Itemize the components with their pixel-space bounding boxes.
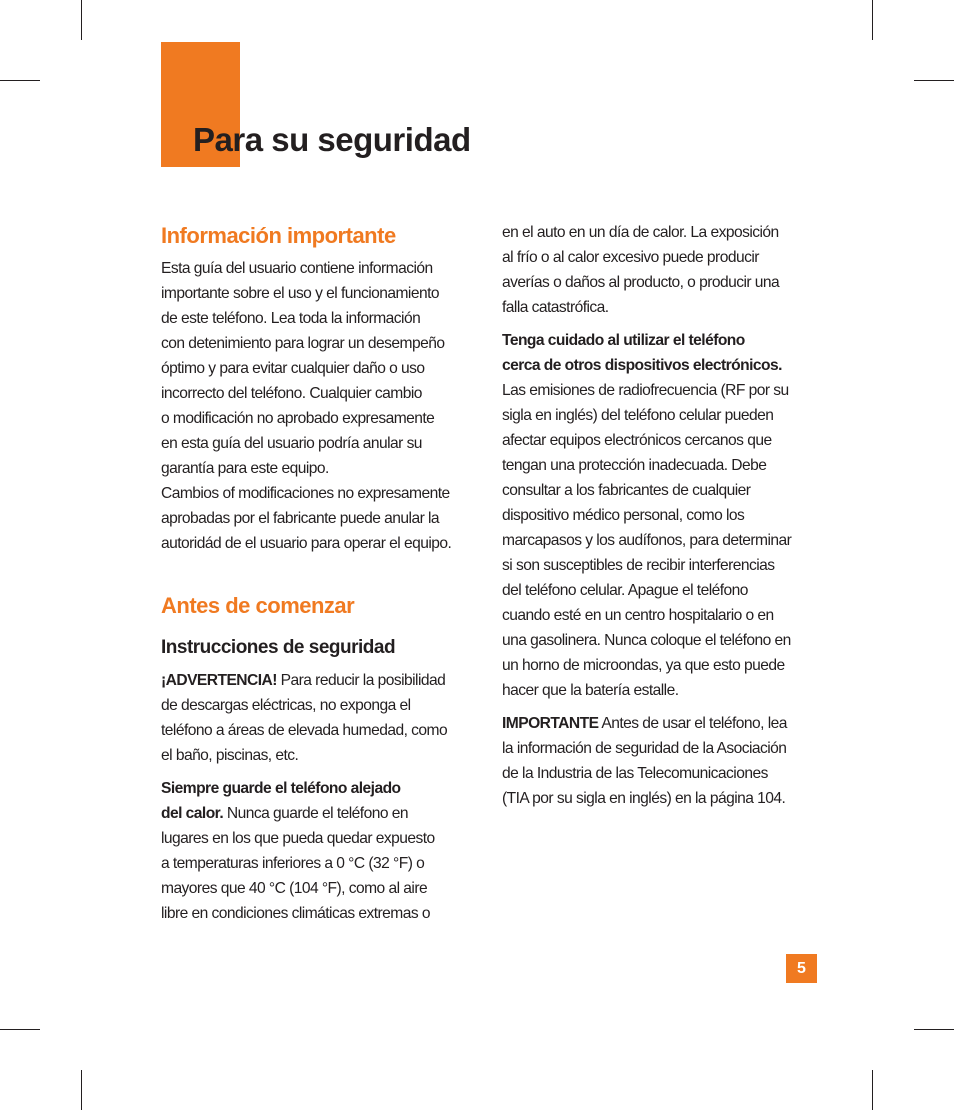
text-line [161, 801, 479, 826]
heat-bold-text: del calor. [161, 805, 224, 822]
text-line: en esta guía del usuario podría anular su [161, 435, 422, 452]
right-column [502, 220, 822, 811]
page-title: Para su seguridad [193, 121, 471, 158]
text-line: lugares en los que pueda quedar expuesto [161, 830, 435, 847]
heat-text: Nunca guarde el teléfono en [223, 805, 408, 822]
text-line: Esta guía del usuario contiene información [161, 260, 433, 277]
devices-bold-line: Tenga cuidado al utilizar el teléfono [502, 332, 745, 349]
text-line: del teléfono celular. Apague el teléfono [502, 582, 748, 599]
crop-mark [914, 1029, 954, 1030]
section-heading-antes: Antes de comenzar [161, 593, 355, 618]
text-line: marcapasos y los audífonos, para determinar [502, 532, 792, 549]
text-line: tengan una protección inadecuada. Debe [502, 457, 767, 474]
text-line: al frío o al calor excesivo puede producir [502, 249, 759, 266]
text-line: garantía para este equipo. [161, 460, 329, 477]
text-line: o modificación no aprobado expresamente [161, 410, 435, 427]
warning-label: ¡ADVERTENCIA! [161, 672, 277, 689]
text-line [161, 668, 479, 693]
text-line: de la Industria de las Telecomunicaciones [502, 765, 768, 782]
text-line: con detenimiento para lograr un desempeño [161, 335, 445, 352]
text-line: el baño, piscinas, etc. [161, 747, 299, 764]
info-paragraph [161, 256, 479, 556]
continuation-paragraph [502, 220, 822, 320]
text-line: en el auto en un día de calor. La exposición [502, 224, 779, 241]
crop-mark [81, 0, 82, 40]
text-line: Cambios of modificaciones no expresamente [161, 485, 450, 502]
text-line: incorrecto del teléfono. Cualquier cambio [161, 385, 422, 402]
section-heading-info: Información importante [161, 223, 396, 248]
devices-paragraph [502, 328, 822, 703]
crop-mark [0, 1029, 40, 1030]
text-line: hacer que la batería estalle. [502, 682, 679, 699]
subheading-instrucciones: Instrucciones de seguridad [161, 637, 396, 658]
crop-mark [0, 80, 40, 81]
text-line: dispositivo médico personal, como los [502, 507, 745, 524]
text-line: teléfono a áreas de elevada humedad, como [161, 722, 448, 739]
text-line: mayores que 40 °C (104 °F), como al aire [161, 880, 428, 897]
text-line: consultar a los fabricantes de cualquier [502, 482, 751, 499]
text-line: aprobadas por el fabricante puede anular la [161, 510, 440, 527]
page-number: 5 [786, 954, 817, 983]
text-line: averías o daños al producto, o producir una [502, 274, 780, 291]
heat-paragraph [161, 776, 479, 926]
text-line: de este teléfono. Lea toda la información [161, 310, 421, 327]
text-line: un horno de microondas, ya que esto puede [502, 657, 785, 674]
important-text: Antes de usar el teléfono, lea [598, 715, 787, 732]
text-line: Las emisiones de radiofrecuencia (RF por su [502, 382, 789, 399]
text-line: la información de seguridad de la Asociación [502, 740, 787, 757]
text-line: si son susceptibles de recibir interferencias [502, 557, 775, 574]
text-line: autoridád de el usuario para operar el equipo. [161, 535, 452, 552]
text-line: óptimo y para evitar cualquier daño o uso [161, 360, 425, 377]
important-label: IMPORTANTE [502, 715, 599, 732]
left-column [161, 220, 479, 926]
crop-mark [872, 0, 873, 40]
crop-mark [81, 1070, 82, 1110]
text-line: a temperaturas inferiores a 0 °C (32 °F) o [161, 855, 425, 872]
warning-text: Para reducir la posibilidad [276, 672, 446, 689]
text-line: afectar equipos electrónicos cercanos que [502, 432, 772, 449]
text-line: (TIA por su sigla en inglés) en la página 104. [502, 790, 786, 807]
text-line: falla catastrófica. [502, 299, 609, 316]
crop-mark [872, 1070, 873, 1110]
heat-bold-line: Siempre guarde el teléfono alejado [161, 780, 401, 797]
text-line: de descargas eléctricas, no exponga el [161, 697, 411, 714]
important-paragraph [502, 711, 822, 811]
text-line: importante sobre el uso y el funcionamiento [161, 285, 439, 302]
devices-bold-line: cerca de otros dispositivos electrónicos. [502, 357, 782, 374]
text-line: cuando esté en un centro hospitalario o en [502, 607, 774, 624]
crop-mark [914, 80, 954, 81]
text-line [502, 711, 822, 736]
text-line: libre en condiciones climáticas extremas o [161, 905, 430, 922]
text-line: sigla en inglés) del teléfono celular pueden [502, 407, 774, 424]
warning-paragraph [161, 668, 479, 768]
text-line: una gasolinera. Nunca coloque el teléfono en [502, 632, 791, 649]
